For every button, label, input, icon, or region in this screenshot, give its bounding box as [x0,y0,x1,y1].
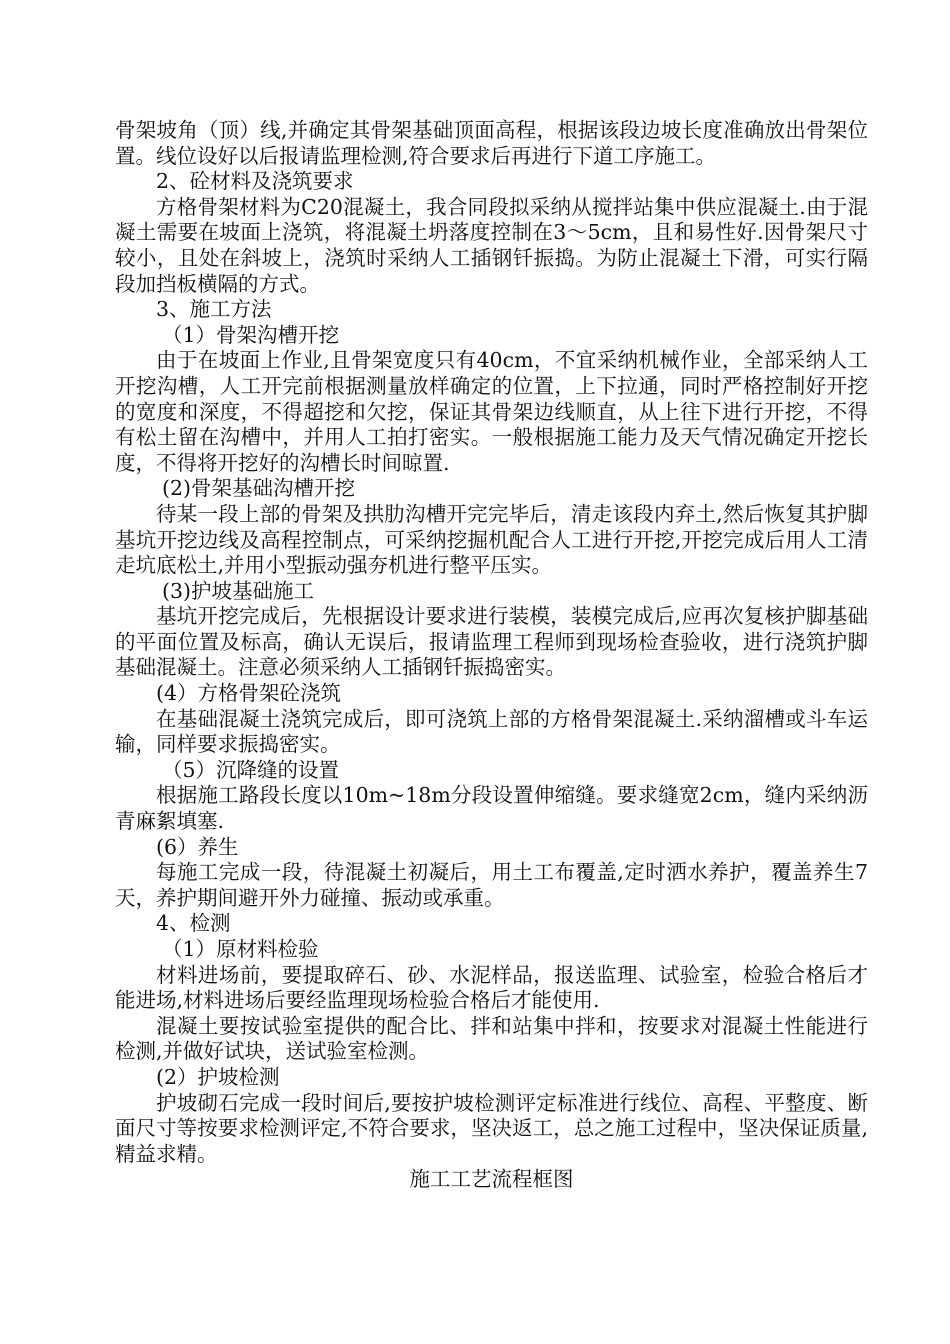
heading-slope-testing: (2）护坡检测 [156,1064,280,1089]
paragraph-trench: 由于在坡面上作业,且骨架宽度只有40cm，不宜采纳机械作业，全部采纳人工开挖沟槽，人工开完前根据测量放样确定的位置，上下拉通，同时严格控制好开挖的宽度和深度，不得超挖和欠挖，保证其骨架边线顺直，从上往下进行开挖，不得有松土留在沟槽中，并用人工拍打密实。一般根据施工能力及天气情况确定开挖长度，不得将开挖好的沟槽长时间晾置. [115,348,868,475]
heading-trench: （1）骨架沟槽开挖 [162,322,340,347]
heading-materials: 2、砼材料及浇筑要求 [156,169,354,194]
paragraph-foundation-trench: 待某一段上部的骨架及拱肋沟槽开完完毕后，清走该段内弃土,然后恢复其护脚基坑开挖边线及高程控制点，可采纳挖掘机配合人工进行开挖,开挖完成后用人工清走坑底松土,并用小型振动强夯机进行整平压实。 [115,501,868,578]
heading-foundation-trench: (2)骨架基础沟槽开挖 [162,476,356,501]
paragraph-raw-materials: 材料进场前，要提取碎石、砂、水泥样品，报送监理、试验室，检验合格后才能进场,材料进场后要经监理现场检验合格后才能使用. [115,962,868,1013]
paragraph-materials: 方格骨架材料为C20混凝土，我合同段拟采纳从搅拌站集中供应混凝土.由于混凝土需要在坡面上浇筑，将混凝土坍落度控制在3～5cm，且和易性好.因骨架尺寸较小，且处在斜坡上，浇筑时采纳人工插钢钎振捣。为防止混凝土下滑，可实行隔段加挡板横隔的方式。 [115,194,868,296]
paragraph-joints: 根据施工路段长度以10m~18m分段设置伸缩缝。要求缝宽2cm，缝内采纳沥青麻絮填塞. [115,783,868,834]
heading-grid-pouring: (4）方格骨架砼浇筑 [156,681,342,706]
paragraph-curing: 每施工完成一段，待混凝土初凝后，用土工布覆盖,定时洒水养护，覆盖养生7天，养护期间避开外力碰撞、振动或承重。 [115,860,868,910]
heading-joints: （5）沉降缝的设置 [162,757,340,782]
heading-raw-materials: （1）原材料检验 [162,937,319,961]
paragraph-grid-pouring: 在基础混凝土浇筑完成后，即可浇筑上部的方格骨架混凝土.采纳溜槽或斗车运输，同样要求振捣密实。 [115,706,868,757]
paragraph-concrete-testing: 混凝土要按试验室提供的配合比、拌和站集中拌和，按要求对混凝土性能进行检测,并做好试块，送试验室检测。 [115,1013,868,1064]
heading-slope-foundation: (3)护坡基础施工 [162,578,315,603]
flowchart-caption: 施工工艺流程框图 [409,1167,574,1192]
document-page [115,118,868,1193]
heading-testing: 4、检测 [156,911,231,936]
paragraph-slope-testing: 护坡砌石完成一段时间后,要按护坡检测评定标准进行线位、高程、平整度、断面尺寸等按要求检测评定,不符合要求，坚决返工，总之施工过程中，坚决保证质量,精益求精。 [115,1090,868,1166]
heading-curing: (6）养生 [156,834,239,859]
paragraph-0: 骨架坡角（顶）线,并确定其骨架基础顶面高程，根据该段边坡长度准确放出骨架位置。线位设好以后报请监理检测,符合要求后再进行下道工序施工。 [115,118,868,168]
paragraph-slope-foundation: 基坑开挖完成后，先根据设计要求进行装模，装模完成后,应再次复核护脚基础的平面位置及标高，确认无误后，报请监理工程师到现场检查验收，进行浇筑护脚基础混凝土。注意必须采纳人工插钢钎振捣密实。 [115,604,868,680]
heading-methods: 3、施工方法 [156,297,272,322]
